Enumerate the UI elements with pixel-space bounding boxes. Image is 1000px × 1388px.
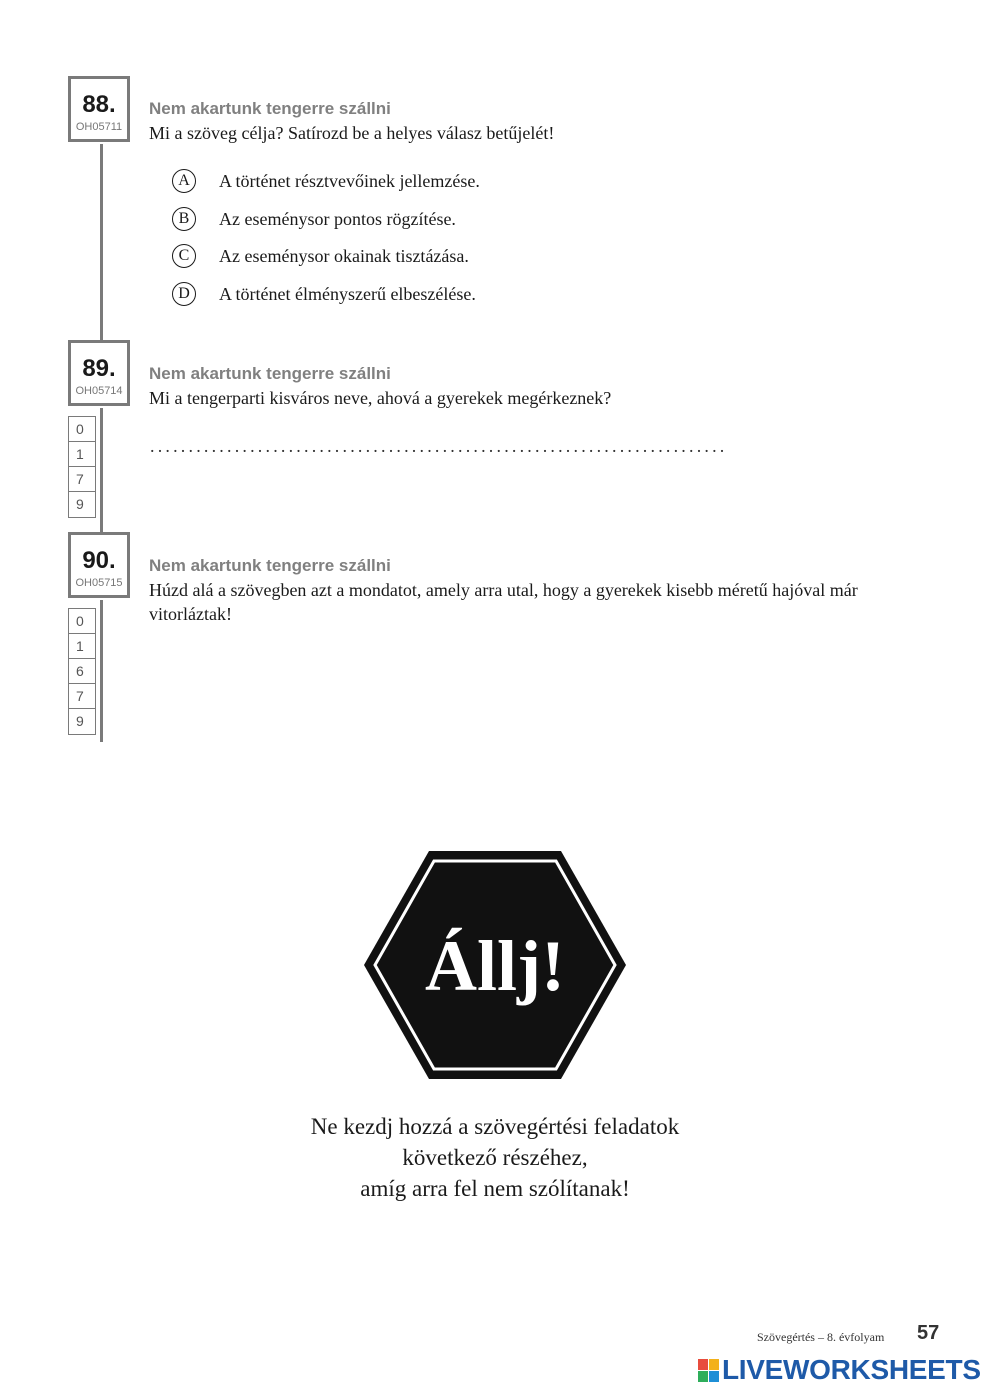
question-number: 90. [82, 547, 116, 574]
question-number: 89. [82, 355, 116, 382]
answer-option-c[interactable] [172, 242, 469, 270]
option-letter-circle[interactable]: A [172, 169, 196, 193]
question-prompt: Húzd alá a szövegben azt a mondatot, amely arra utal, hogy a gyerekek kisebb méretű hajóval már vitorláztak! [149, 580, 858, 624]
hexagon-icon [363, 850, 627, 1080]
option-text: A történet résztvevőinek jellemzése. [219, 170, 480, 191]
footer-subject: Szövegértés – 8. évfolyam [757, 1330, 885, 1344]
answer-line[interactable]: ........................................................................... [150, 436, 728, 456]
score-code: 1 [69, 442, 95, 467]
timeline-line [100, 600, 103, 742]
question-title: Nem akartunk tengerre szállni [149, 556, 391, 575]
question-prompt: Mi a szöveg célja? Satírozd be a helyes válasz betűjelét! [149, 123, 555, 143]
stop-message-line: amíg arra fel nem szólítanak! [360, 1176, 630, 1201]
score-code: 1 [69, 634, 95, 659]
score-code-column [68, 416, 96, 518]
page-number: 57 [917, 1322, 940, 1344]
score-code: 7 [69, 684, 95, 709]
option-text: Az eseménysor pontos rögzítése. [219, 208, 456, 229]
option-text: Az eseménysor okainak tisztázása. [219, 245, 469, 266]
option-text: A történet élményszerű elbeszélése. [219, 283, 476, 304]
liveworksheets-logo[interactable] [698, 1354, 981, 1386]
score-code: 0 [69, 417, 95, 442]
stop-sign-text: Állj! [425, 926, 565, 1006]
score-code: 0 [69, 609, 95, 634]
score-code-column [68, 608, 96, 735]
question-code: OH05715 [75, 577, 123, 589]
stop-message-line: Ne kezdj hozzá a szövegértési feladatok [310, 1114, 680, 1139]
stop-message-line: következő részéhez, [402, 1145, 588, 1170]
stop-sign [363, 850, 627, 1080]
question-number-box [68, 532, 130, 598]
question-title: Nem akartunk tengerre szállni [149, 99, 391, 118]
timeline-line [100, 144, 103, 342]
question-prompt: Mi a tengerparti kisváros neve, ahová a gyerekek megérkeznek? [149, 388, 612, 408]
liveworksheets-icon [698, 1359, 719, 1382]
question-number: 88. [82, 91, 116, 118]
option-letter-circle[interactable]: D [172, 282, 196, 306]
option-letter-circle[interactable]: C [172, 244, 196, 268]
score-code: 7 [69, 467, 95, 492]
timeline-line [100, 408, 103, 534]
answer-option-b[interactable] [172, 205, 456, 233]
question-number-box [68, 340, 130, 406]
stop-message [200, 1111, 790, 1204]
question-title: Nem akartunk tengerre szállni [149, 364, 391, 383]
answer-option-a[interactable] [172, 167, 480, 195]
score-code: 9 [76, 713, 84, 729]
score-code: 6 [69, 659, 95, 684]
question-code: OH05711 [75, 121, 123, 133]
liveworksheets-text: LIVEWORKSHEETS [722, 1354, 981, 1385]
option-letter-circle[interactable]: B [172, 207, 196, 231]
answer-option-d[interactable] [172, 280, 476, 308]
question-number-box [68, 76, 130, 142]
question-code: OH05714 [75, 385, 123, 397]
score-code: 9 [76, 496, 84, 512]
